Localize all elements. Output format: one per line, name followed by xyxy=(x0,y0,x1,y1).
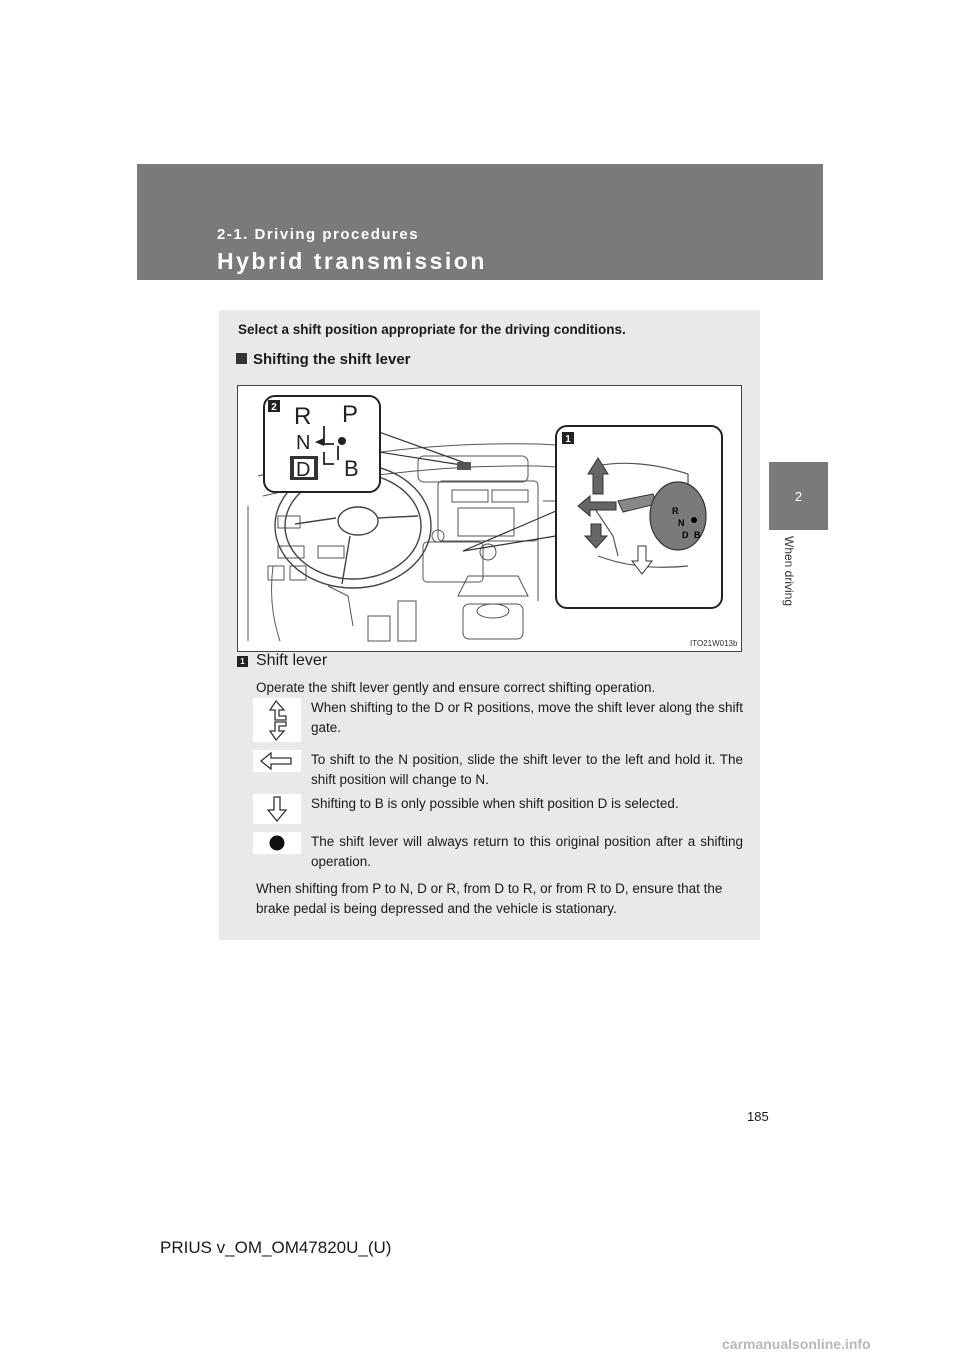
instruction-text: When shifting to the D or R positions, move the shift lever along the shift gate. xyxy=(311,700,743,735)
lever-letter-r: R xyxy=(672,506,679,516)
subheading-label: Shifting the shift lever xyxy=(253,351,411,368)
document-code: PRIUS v_OM_OM47820U_(U) xyxy=(160,1238,392,1257)
up-down-gate-arrows-icon xyxy=(253,698,301,742)
gate-letter-p: P xyxy=(342,401,359,428)
lever-letter-b: B xyxy=(694,530,701,540)
page-title: Hybrid transmission xyxy=(217,248,487,274)
instruction-row xyxy=(253,794,743,824)
down-arrow-icon xyxy=(253,794,301,824)
gate-letter-r: R xyxy=(294,403,312,430)
dashboard-illustration xyxy=(237,385,742,652)
page-number: 185 xyxy=(747,1109,769,1124)
item-1-heading xyxy=(237,652,327,670)
home-position-dot-icon xyxy=(253,832,301,854)
item-1-badge: 1 xyxy=(237,656,248,667)
figure-callout-2: 2 xyxy=(271,402,277,413)
lever-letter-n: N xyxy=(678,518,685,528)
instruction-text: To shift to the N position, slide the shift lever to the left and hold it. The shift position will change to N. xyxy=(311,752,743,787)
header-band xyxy=(137,164,823,280)
instruction-row xyxy=(253,832,743,872)
chapter-tab[interactable] xyxy=(769,462,828,530)
lever-letter-d: D xyxy=(682,530,689,540)
figure-code: ITO21W013b xyxy=(690,639,738,648)
instruction-text: Shifting to B is only possible when shift position D is selected. xyxy=(311,796,679,811)
gate-letter-d: D xyxy=(296,459,311,481)
content-panel xyxy=(219,310,760,940)
dashboard-drawing xyxy=(238,386,741,651)
instruction-row xyxy=(253,698,743,742)
left-arrow-icon xyxy=(253,750,301,772)
watermark: carmanualsonline.info xyxy=(722,1336,871,1352)
subheading xyxy=(236,351,411,368)
closing-note: When shifting from P to N, D or R, from D to R, or from R to D, ensure that the brake pedal is being depressed and the vehicle is stationary. xyxy=(256,881,723,916)
chapter-label: When driving xyxy=(782,536,796,607)
item-1-description: Operate the shift lever gently and ensure correct shifting operation. xyxy=(256,680,656,695)
chapter-number: 2 xyxy=(794,488,803,504)
intro-text: Select a shift position appropriate for the driving conditions. xyxy=(238,322,626,337)
gate-letter-b: B xyxy=(344,456,359,481)
instruction-row xyxy=(253,750,743,790)
item-1-title: Shift lever xyxy=(256,652,328,669)
figure-callout-1: 1 xyxy=(565,434,571,445)
section-label: 2-1. Driving procedures xyxy=(217,226,420,243)
square-bullet-icon xyxy=(236,353,247,364)
gate-letter-n: N xyxy=(296,432,311,454)
instruction-text: The shift lever will always return to this original position after a shifting operation. xyxy=(311,834,743,869)
